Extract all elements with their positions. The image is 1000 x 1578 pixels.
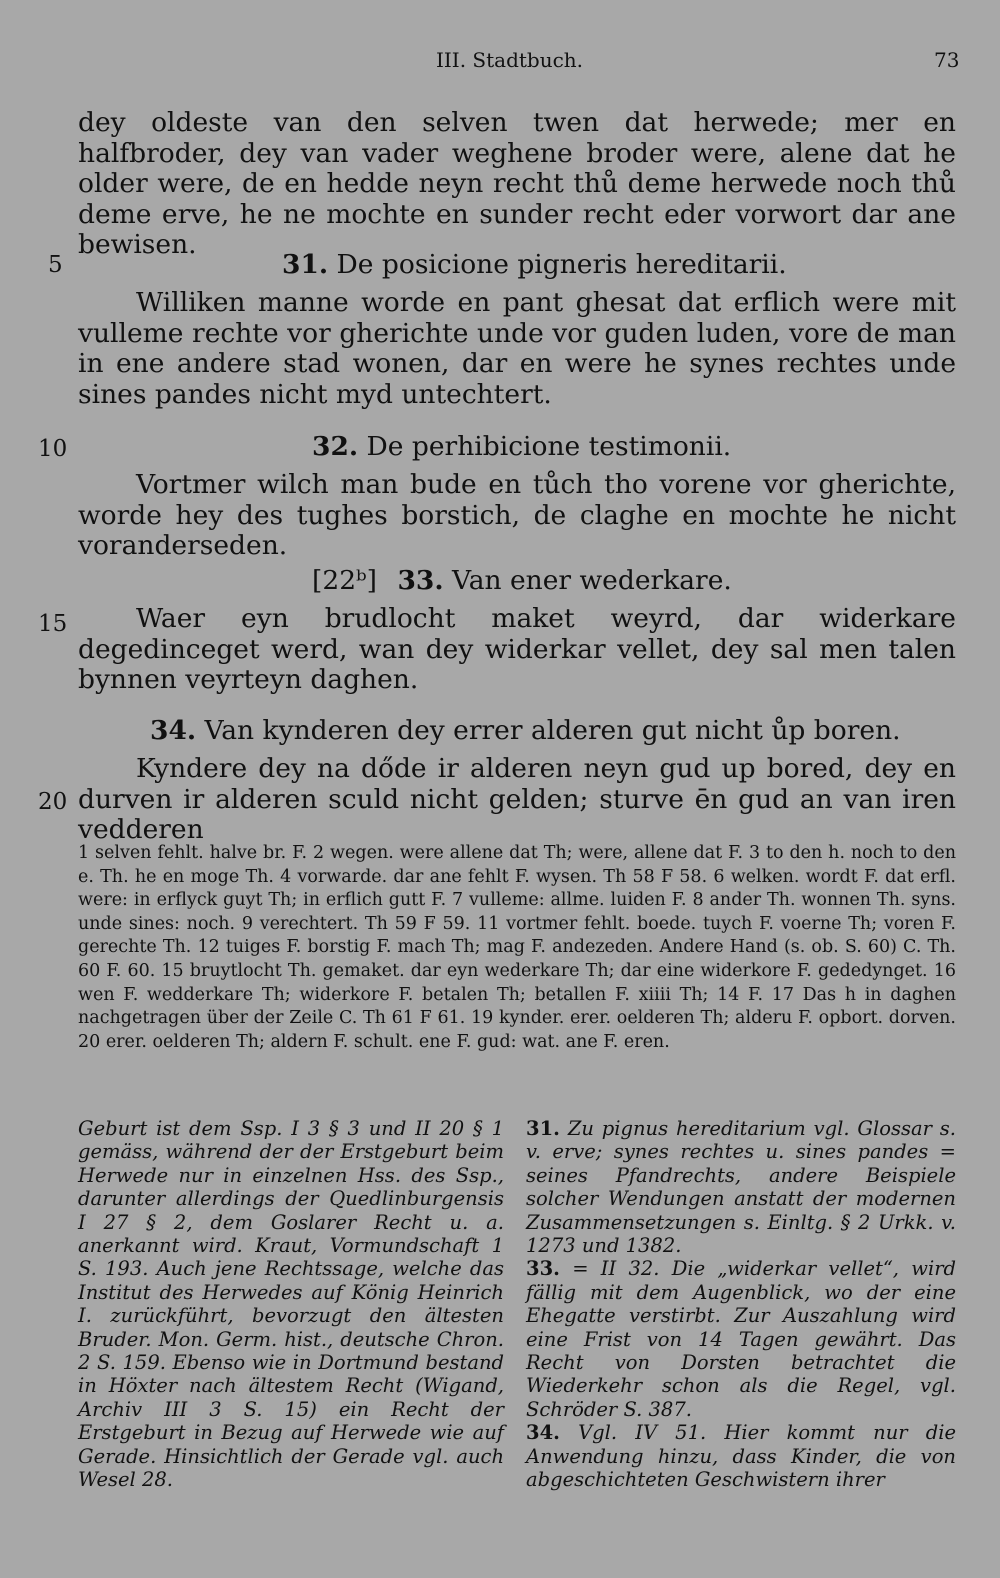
section-number: 34. bbox=[150, 715, 197, 746]
commentary-left-column bbox=[78, 1117, 504, 1492]
commentary-note bbox=[526, 1117, 956, 1257]
note-text: Vgl. IV 51. Hier kommt nur die Anwendung hinzu, dass Kinder, die von abgeschichteten Geschwistern ihrer bbox=[526, 1421, 956, 1492]
section-title: Van kynderen dey errer alderen gut nicht ůp boren. bbox=[204, 715, 901, 746]
section-32 bbox=[78, 432, 956, 562]
note-number: 33. bbox=[526, 1257, 560, 1281]
intro-paragraph bbox=[78, 108, 956, 261]
section-title: De perhibicione testimonii. bbox=[366, 431, 732, 462]
section-text: Waer eyn brudlocht maket weyrd, dar widerkare degedinceget werd, wan dey widerkar vellet, dey sal men talen bynnen veyrteyn daghen. bbox=[78, 603, 956, 695]
section-34 bbox=[78, 716, 956, 846]
line-number: 5 bbox=[48, 252, 63, 278]
variant-apparatus bbox=[78, 842, 956, 1054]
running-title: III. Stadtbuch. bbox=[436, 48, 584, 72]
page-number: 73 bbox=[934, 48, 960, 72]
section-title: De posicione pigneris hereditarii. bbox=[336, 249, 787, 280]
section-text: Williken manne worde en pant ghesat dat erflich were mit vulleme rechte vor gherichte unde vor guden luden, vore de man in ene andere stad wonen, dar en were he synes rechtes unde sines pandes nicht myd untechtert. bbox=[78, 287, 956, 410]
section-number: 31. bbox=[282, 249, 329, 280]
note-number: 34. bbox=[526, 1421, 560, 1445]
note-text: Zu pignus hereditarium vgl. Glossar s. v. erve; synes rechtes u. sines pandes = seines Pfandrechts, andere Beispiele solcher Wendungen anstatt der modernen Zusammensetzungen s. Einltg. § 2 Urkk. v. 1273 und 1382. bbox=[526, 1117, 956, 1258]
section-heading bbox=[78, 716, 956, 746]
commentary-text: Geburt ist dem Ssp. I 3 § 3 und II 20 § 1 gemäss, während der der Erstgeburt beim Herwede nur in einzelnen Hss. des Ssp., darunter allerdings der Quedlinburgensis I 27 § 2, dem Goslarer Recht u. a. anerkannt wird. Kraut, Vormundschaft 1 S. 193. Auch jene Rechtssage, welche das Institut des Herwedes auf König Heinrich I. zurückführt, bevorzugt den ältesten Bruder. Mon. Germ. hist., deutsche Chron. 2 S. 159. Ebenso wie in Dortmund bestand in Höxter nach ältestem Recht (Wigand, Archiv III 3 S. 15) ein Recht der Erstgeburt in Bezug auf Herwede wie auf Gerade. Hinsichtlich der Gerade vgl. auch Wesel 28. bbox=[78, 1117, 504, 1492]
line-number: 15 bbox=[38, 611, 68, 637]
variant-text: 1 selven fehlt. halve br. F. 2 wegen. were allene dat Th; were, allene dat F. 3 to den h. noch to den e. Th. he en moge Th. 4 vorwarde. dar ane fehlt F. wysen. Th 58 F 58. 6 welken. wordt F. dat erfl. were: in erflyck guyt Th; in erflich gutt F. 7 vulleme: allme. luiden F. 8 ander Th. wonnen Th. syns. unde sines: noch. 9 verechtert. Th 59 F 59. 11 vortmer fehlt. boede. tuych F. voerne Th; voren F. gerechte Th. 12 tuiges F. borstig F. mach Th; mag F. andezeden. Andere Hand (s. ob. S. 60) C. Th. 60 F. 60. 15 bruytlocht Th. gemaket. dar eyn wederkare Th; dar eine widerkore F. gededynget. 16 wen F. wedderkare Th; widerkore F. betalen Th; betallen F. xiiii Th; 14 F. 17 Das h in daghen nachgetragen über der Zeile C. Th 61 F 61. 19 kynder. erer. oelderen Th; alderu F. opbort. dorven. 20 erer. oelderen Th; aldern F. schult. ene F. gud: wat. ane F. eren. bbox=[78, 843, 956, 1052]
line-number: 10 bbox=[38, 436, 68, 462]
section-number: 33. bbox=[397, 565, 444, 596]
section-heading bbox=[78, 250, 956, 280]
section-text: Kyndere dey na dőde ir alderen neyn gud up bored, dey en durven ir alderen sculd nicht gelden; sturve ēn gud an van iren vedderen bbox=[78, 753, 956, 845]
section-text: Vortmer wilch man bude en tůch tho vorene vor gherichte, worde hey des tughes borstich, de claghe en mochte he nicht voranderseden. bbox=[78, 469, 956, 561]
section-heading bbox=[78, 432, 956, 462]
paragraph-text: dey oldeste van den selven twen dat herwede; mer en halfbroder, dey van vader weghene broder were, alene dat he older were, de en hedde neyn recht thů deme herwede noch thů deme erve, he ne mochte en sunder recht eder vorwort dar ane bewisen. bbox=[78, 107, 956, 260]
page-header bbox=[0, 44, 1000, 74]
section-heading bbox=[78, 566, 956, 596]
section-31 bbox=[78, 250, 956, 410]
note-number: 31. bbox=[526, 1117, 560, 1140]
commentary-right-column bbox=[526, 1117, 956, 1492]
note-text: = II 32. Die „widerkar vellet“, wird fällig mit dem Augenblick, wo der eine Ehegatte verstirbt. Zur Auszahlung wird eine Frist von 14 Tagen gewährt. Das Recht von Dorsten betrachtet die Wiederkehr schon als die Regel, vgl. Schröder S. 387. bbox=[526, 1257, 956, 1421]
section-33 bbox=[78, 566, 956, 696]
commentary-note bbox=[526, 1257, 956, 1421]
line-number: 20 bbox=[38, 789, 68, 815]
section-title: Van ener wederkare. bbox=[451, 565, 732, 596]
commentary-note bbox=[526, 1421, 956, 1491]
folio-marker: [22ᵇ] bbox=[312, 565, 377, 596]
section-number: 32. bbox=[312, 431, 359, 462]
